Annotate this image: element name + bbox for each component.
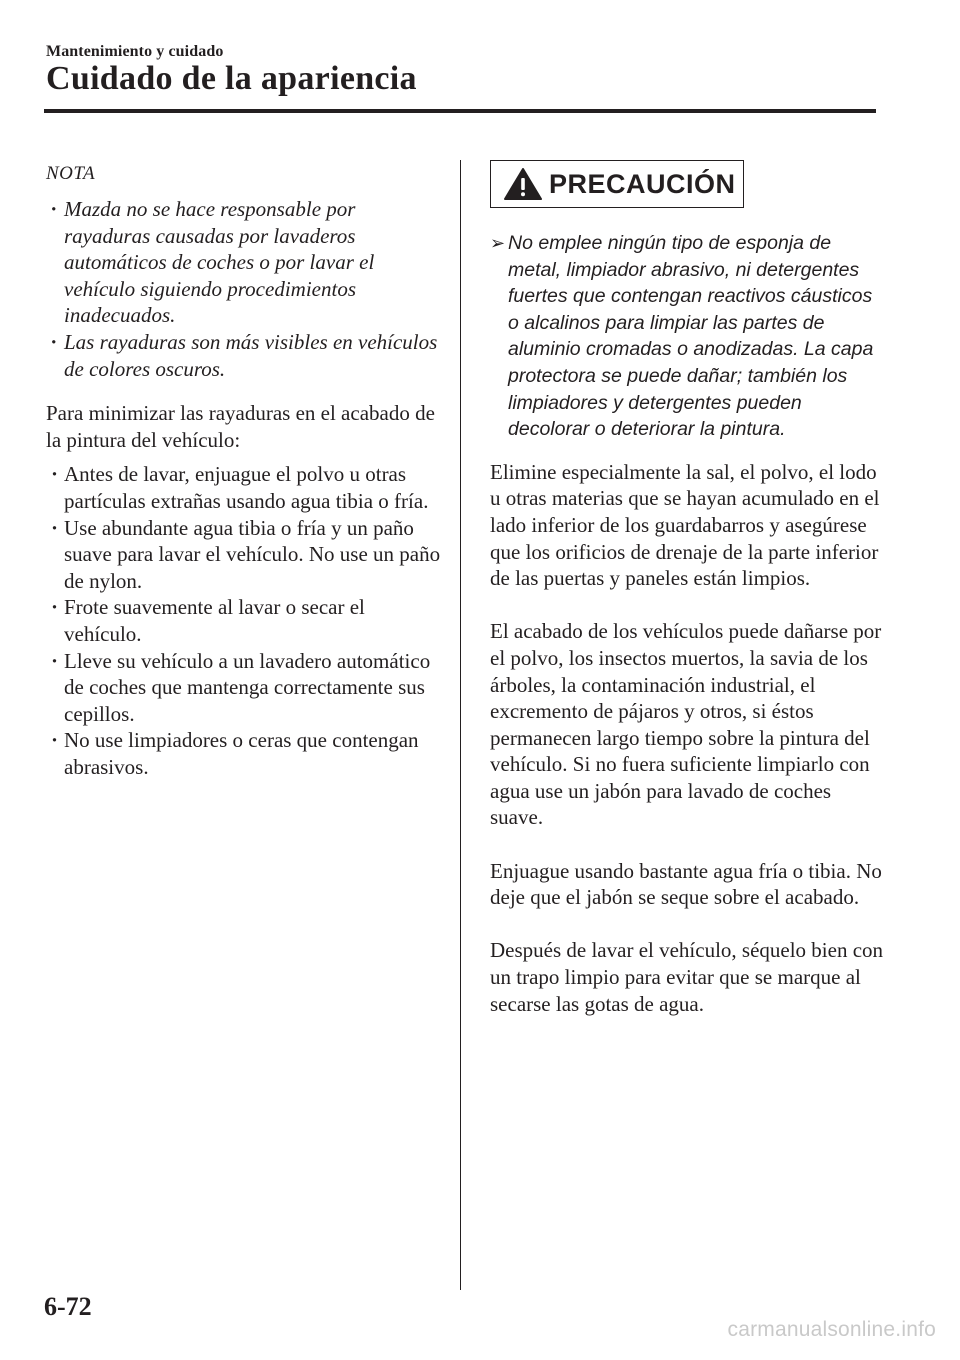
list-item: [46, 648, 442, 728]
list-item-text: Lleve su vehículo a un lavadero automático de coches que mantenga correctamente sus cepillos.: [64, 648, 431, 726]
list-item-text: No use limpiadores o ceras que contengan abrasivos.: [64, 728, 419, 779]
caution-text: [490, 230, 886, 443]
left-column: [46, 160, 442, 780]
list-item: [46, 594, 442, 647]
caution-label: PRECAUCIÓN: [549, 168, 736, 199]
page-title: Cuidado de la apariencia: [46, 60, 417, 97]
bullet-icon: ·: [51, 728, 59, 753]
list-item-text: Use abundante agua tibia o fría y un paño suave para lavar el vehículo. No use un paño de nylon.: [64, 515, 441, 593]
list-item-text: Mazda no se hace responsable por rayaduras causadas por lavaderos automáticos de coches o por lavar el vehículo siguiendo procedimientos inadecuados.: [64, 197, 375, 328]
page-number: 6-72: [44, 1292, 92, 1321]
body-paragraph: Enjuague usando bastante agua fría o tibia. No deje que el jabón se seque sobre el acabado.: [490, 858, 882, 910]
warning-triangle-icon: [503, 167, 543, 201]
list-item: [46, 727, 442, 780]
intro-paragraph: Para minimizar las rayaduras en el acabado de la pintura del vehículo:: [46, 401, 435, 452]
body-paragraph: Después de lavar el vehículo, séquelo bien con un trapo limpio para evitar que se marque al secarse las gotas de agua.: [490, 938, 884, 1016]
nota-list: [46, 196, 442, 382]
nota-heading: NOTA: [46, 163, 96, 184]
bullet-icon: ·: [51, 648, 59, 673]
tips-list: [46, 461, 442, 780]
section-label: Mantenimiento y cuidado: [46, 43, 224, 60]
list-item-text: Antes de lavar, enjuague el polvo u otras partículas extrañas usando agua tibia o fría.: [64, 462, 429, 513]
bullet-icon: ·: [51, 595, 59, 620]
list-item-text: Frote suavemente al lavar o secar el vehículo.: [64, 595, 365, 646]
list-item: [46, 461, 442, 514]
arrow-right-icon: ➢: [490, 233, 506, 253]
bullet-icon: ·: [51, 515, 59, 540]
list-item: [46, 329, 442, 382]
body-paragraph: El acabado de los vehículos puede dañarse por el polvo, los insectos muertos, la savia de los árboles, la contaminación industrial, el excremento de pájaros y otros, si éstos permanecen largo tiempo sobre la pintura del vehículo. Si no fuera suficiente limpiarlo con agua use un jabón para lavado de coches suave.: [490, 619, 882, 830]
bullet-icon: ·: [51, 329, 57, 354]
list-item-text: Las rayaduras son más visibles en vehículos de colores oscuros.: [64, 329, 438, 381]
list-item: [46, 515, 442, 595]
watermark: carmanualsonline.info: [727, 1318, 936, 1341]
header-rule: [44, 109, 876, 113]
caution-text-content: No emplee ningún tipo de esponja de metal, limpiador abrasivo, ni detergentes fuertes que contengan reactivos cáusticos o alcalinos para limpiar las partes de aluminio cromadas o anodizadas. La capa protectora se puede dañar; también los limpiadores y detergentes pueden decolorar o deteriorar la pintura.: [508, 232, 874, 441]
caution-box: [490, 160, 744, 208]
bullet-icon: ·: [51, 197, 57, 221]
list-item: [46, 196, 442, 329]
column-divider: [460, 160, 461, 1290]
body-paragraph: Elimine especialmente la sal, el polvo, el lodo u otras materias que se hayan acumulado en el lado inferior de los guardabarros y asegúrese que los orificios de drenaje de la parte inferior de las puertas y paneles están limpios.: [490, 459, 880, 591]
right-column: [490, 160, 886, 1017]
bullet-icon: ·: [51, 462, 59, 487]
